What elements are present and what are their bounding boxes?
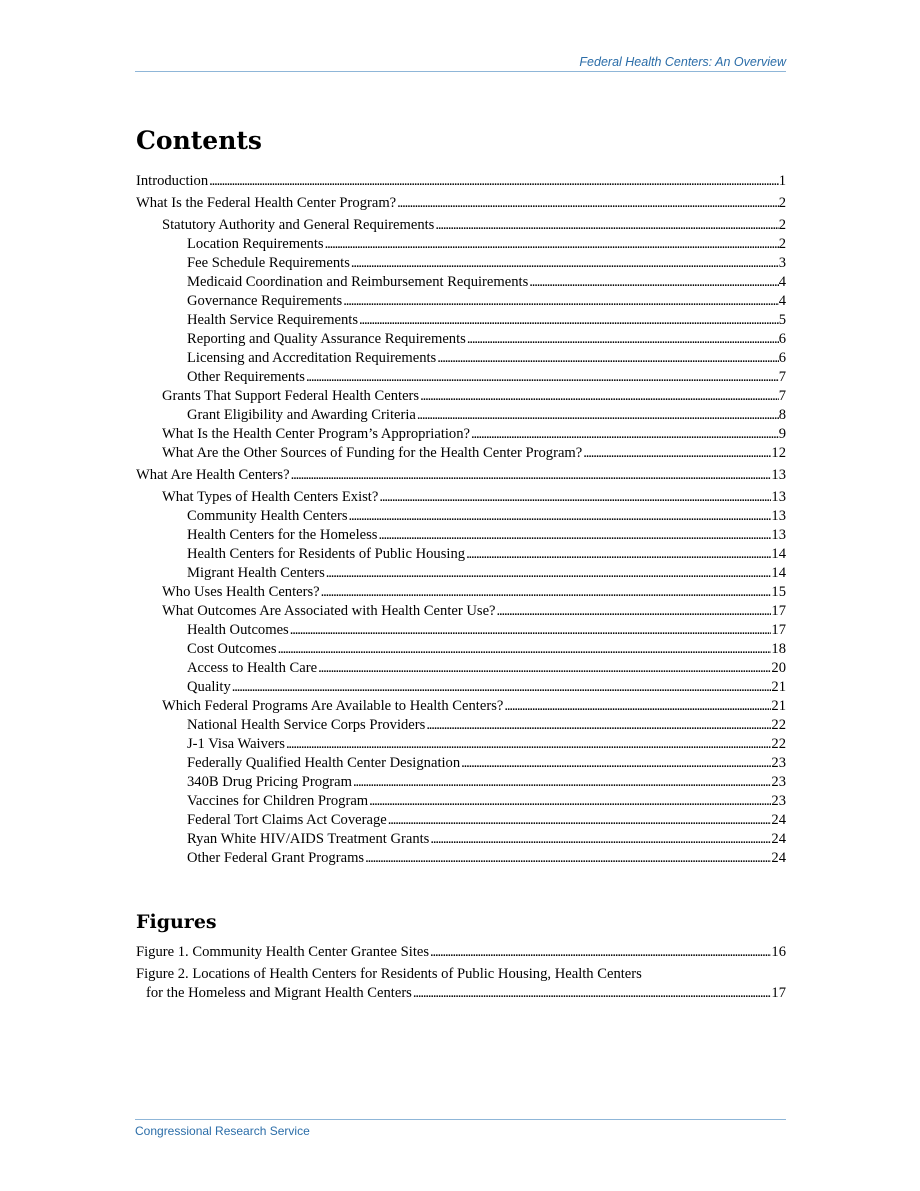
- dot-leader: [377, 526, 771, 545]
- toc-entry-page: 23: [771, 755, 786, 771]
- toc-entry-page: 15: [771, 584, 786, 600]
- toc-entry[interactable]: [136, 583, 786, 602]
- toc-entry-label: Health Outcomes: [187, 622, 289, 638]
- figure-entry-page: 16: [771, 944, 786, 960]
- dot-leader: [364, 849, 771, 868]
- toc-entry-page: 23: [771, 774, 786, 790]
- figure-entry[interactable]: [136, 965, 786, 1003]
- dot-leader: [503, 697, 771, 716]
- contents-title: Contents: [136, 126, 263, 155]
- toc-entry-page: 4: [778, 274, 786, 290]
- toc-entry[interactable]: [136, 330, 786, 349]
- toc-entry-label: What Types of Health Centers Exist?: [162, 489, 379, 505]
- toc-entry[interactable]: [136, 387, 786, 406]
- dot-leader: [285, 735, 771, 754]
- dot-leader: [290, 466, 772, 485]
- dot-leader: [429, 943, 771, 962]
- dot-leader: [436, 349, 778, 368]
- toc-entry[interactable]: [136, 792, 786, 811]
- toc-entry-label: Governance Requirements: [187, 293, 343, 309]
- toc-entry-label: Grant Eligibility and Awarding Criteria: [187, 407, 416, 423]
- dot-leader: [582, 444, 771, 463]
- toc-entry-label: Introduction: [136, 173, 209, 189]
- toc-entry[interactable]: [136, 811, 786, 830]
- toc-entry[interactable]: [136, 773, 786, 792]
- dot-leader: [412, 984, 772, 1003]
- toc-entry-label: National Health Service Corps Providers: [187, 717, 426, 733]
- toc-entry-page: 7: [778, 388, 786, 404]
- toc-entry[interactable]: [136, 235, 786, 254]
- toc-entry-page: 17: [771, 603, 786, 619]
- toc-entry-page: 7: [778, 369, 786, 385]
- dot-leader: [358, 311, 779, 330]
- toc-entry-page: 5: [778, 312, 786, 328]
- dot-leader: [352, 773, 771, 792]
- dot-leader: [378, 488, 771, 507]
- dot-leader: [396, 194, 779, 213]
- toc-entry-label: What Are the Other Sources of Funding for the Health Center Program?: [162, 445, 583, 461]
- dot-leader: [416, 406, 779, 425]
- toc-entry[interactable]: [136, 368, 786, 387]
- toc-entry-label: Licensing and Accreditation Requirements: [187, 350, 437, 366]
- toc-entry[interactable]: [136, 466, 786, 485]
- dot-leader: [320, 583, 772, 602]
- dot-leader: [466, 330, 779, 349]
- toc-entry-label: Fee Schedule Requirements: [187, 255, 350, 271]
- dot-leader: [342, 292, 779, 311]
- toc-entry[interactable]: [136, 172, 786, 191]
- dot-leader: [425, 716, 771, 735]
- dot-leader: [387, 811, 772, 830]
- dot-leader: [305, 368, 779, 387]
- toc-entry-page: 21: [771, 679, 786, 695]
- toc-entry-page: 22: [771, 736, 786, 752]
- dot-leader: [324, 235, 779, 254]
- toc-entry-label: Other Federal Grant Programs: [187, 850, 365, 866]
- figure-entry-label: Figure 2. Locations of Health Centers for Residents of Public Housing, Health Centers: [136, 966, 642, 982]
- dot-leader: [470, 425, 779, 444]
- toc-entry-label: Grants That Support Federal Health Centers: [162, 388, 420, 404]
- toc-entry-page: 20: [771, 660, 786, 676]
- toc-entry-label: Federal Tort Claims Act Coverage: [187, 812, 387, 828]
- toc-entry[interactable]: [136, 194, 786, 213]
- toc-entry-page: 24: [771, 831, 786, 847]
- toc-entry-page: 14: [771, 565, 786, 581]
- toc-entry-label: Location Requirements: [187, 236, 324, 252]
- toc-entry-label: Cost Outcomes: [187, 641, 277, 657]
- dot-leader: [434, 216, 778, 235]
- toc-entry-label: Which Federal Programs Are Available to Health Centers?: [162, 698, 504, 714]
- toc-entry[interactable]: [136, 697, 786, 716]
- toc-entry[interactable]: [136, 425, 786, 444]
- toc-entry-page: 13: [771, 508, 786, 524]
- toc-entry-page: 3: [778, 255, 786, 271]
- toc-entry-page: 6: [778, 350, 786, 366]
- toc-entry[interactable]: [136, 621, 786, 640]
- toc-entry[interactable]: [136, 830, 786, 849]
- toc-entry-page: 13: [771, 467, 786, 483]
- dot-leader: [208, 172, 779, 191]
- dot-leader: [317, 659, 771, 678]
- toc-entry[interactable]: [136, 488, 786, 507]
- toc-entry[interactable]: [136, 444, 786, 463]
- toc-entry-page: 24: [771, 850, 786, 866]
- toc-entry-label: What Is the Federal Health Center Program?: [136, 195, 397, 211]
- dot-leader: [289, 621, 772, 640]
- toc-entry-page: 8: [778, 407, 786, 423]
- toc-entry[interactable]: [136, 716, 786, 735]
- toc-entry-label: Community Health Centers: [187, 508, 348, 524]
- toc-entry-page: 17: [771, 622, 786, 638]
- toc-entry[interactable]: [136, 507, 786, 526]
- dot-leader: [429, 830, 771, 849]
- toc-entry-page: 23: [771, 793, 786, 809]
- toc-entry[interactable]: [136, 292, 786, 311]
- toc-entry[interactable]: [136, 545, 786, 564]
- running-footer: Congressional Research Service: [135, 1119, 786, 1138]
- figure-entry-label-cont: for the Homeless and Migrant Health Centers: [146, 985, 412, 1001]
- toc-entry-page: 2: [778, 236, 786, 252]
- toc-entry-page: 4: [778, 293, 786, 309]
- toc-entry-label: What Outcomes Are Associated with Health Center Use?: [162, 603, 496, 619]
- toc-entry-label: Quality: [187, 679, 231, 695]
- toc-entry-label: Vaccines for Children Program: [187, 793, 369, 809]
- figure-entry-label: Figure 1. Community Health Center Grantee Sites: [136, 944, 430, 960]
- dot-leader: [528, 273, 778, 292]
- dot-leader: [325, 564, 772, 583]
- toc-entry-label: Reporting and Quality Assurance Requirements: [187, 331, 466, 347]
- dot-leader: [350, 254, 779, 273]
- toc-entry-label: Statutory Authority and General Requirements: [162, 217, 435, 233]
- figure-entry-page: 17: [771, 985, 786, 1001]
- toc-entry[interactable]: [136, 602, 786, 621]
- contents-list: [136, 172, 786, 868]
- toc-entry[interactable]: [136, 406, 786, 425]
- toc-entry[interactable]: [136, 273, 786, 292]
- toc-entry-label: J-1 Visa Waivers: [187, 736, 285, 752]
- figures-title: Figures: [136, 911, 217, 933]
- toc-entry-label: What Is the Health Center Program’s Appropriation?: [162, 426, 471, 442]
- toc-entry-page: 22: [771, 717, 786, 733]
- toc-entry[interactable]: [136, 254, 786, 273]
- figure-entry[interactable]: [136, 943, 786, 962]
- toc-entry-label: What Are Health Centers?: [136, 467, 290, 483]
- toc-entry[interactable]: [136, 754, 786, 773]
- toc-entry[interactable]: [136, 640, 786, 659]
- figure-entry-continuation: [136, 984, 786, 1003]
- toc-entry-page: 24: [771, 812, 786, 828]
- dot-leader: [460, 754, 771, 773]
- toc-entry-page: 2: [778, 195, 786, 211]
- toc-entry-page: 18: [771, 641, 786, 657]
- toc-entry-label: Medicaid Coordination and Reimbursement Requirements: [187, 274, 529, 290]
- toc-entry-label: Health Centers for Residents of Public Housing: [187, 546, 466, 562]
- toc-entry-label: Who Uses Health Centers?: [162, 584, 320, 600]
- toc-entry-page: 9: [778, 426, 786, 442]
- toc-entry[interactable]: [136, 678, 786, 697]
- toc-entry[interactable]: [136, 735, 786, 754]
- running-header: Federal Health Centers: An Overview: [135, 55, 786, 72]
- dot-leader: [277, 640, 772, 659]
- dot-leader: [368, 792, 771, 811]
- dot-leader: [231, 678, 772, 697]
- dot-leader: [419, 387, 779, 406]
- toc-entry-page: 13: [771, 489, 786, 505]
- toc-entry[interactable]: [136, 311, 786, 330]
- toc-entry-label: Health Centers for the Homeless: [187, 527, 378, 543]
- toc-entry[interactable]: [136, 564, 786, 583]
- toc-entry-label: Ryan White HIV/AIDS Treatment Grants: [187, 831, 430, 847]
- figures-list: [136, 943, 786, 1003]
- dot-leader: [348, 507, 772, 526]
- toc-entry-label: Health Service Requirements: [187, 312, 359, 328]
- table-of-contents: [136, 124, 786, 1003]
- toc-entry-label: Federally Qualified Health Center Designation: [187, 755, 461, 771]
- toc-entry-page: 1: [778, 173, 786, 189]
- toc-entry-page: 13: [771, 527, 786, 543]
- toc-entry-label: Other Requirements: [187, 369, 305, 385]
- dot-leader: [465, 545, 771, 564]
- toc-entry-page: 2: [778, 217, 786, 233]
- toc-entry-label: 340B Drug Pricing Program: [187, 774, 352, 790]
- dot-leader: [496, 602, 772, 621]
- toc-entry-page: 12: [771, 445, 786, 461]
- toc-entry[interactable]: [136, 216, 786, 235]
- toc-entry-page: 6: [778, 331, 786, 347]
- toc-entry-page: 14: [771, 546, 786, 562]
- toc-entry-label: Access to Health Care: [187, 660, 318, 676]
- toc-entry[interactable]: [136, 526, 786, 545]
- toc-entry-label: Migrant Health Centers: [187, 565, 325, 581]
- toc-entry[interactable]: [136, 659, 786, 678]
- toc-entry[interactable]: [136, 849, 786, 868]
- toc-entry[interactable]: [136, 349, 786, 368]
- toc-entry-page: 21: [771, 698, 786, 714]
